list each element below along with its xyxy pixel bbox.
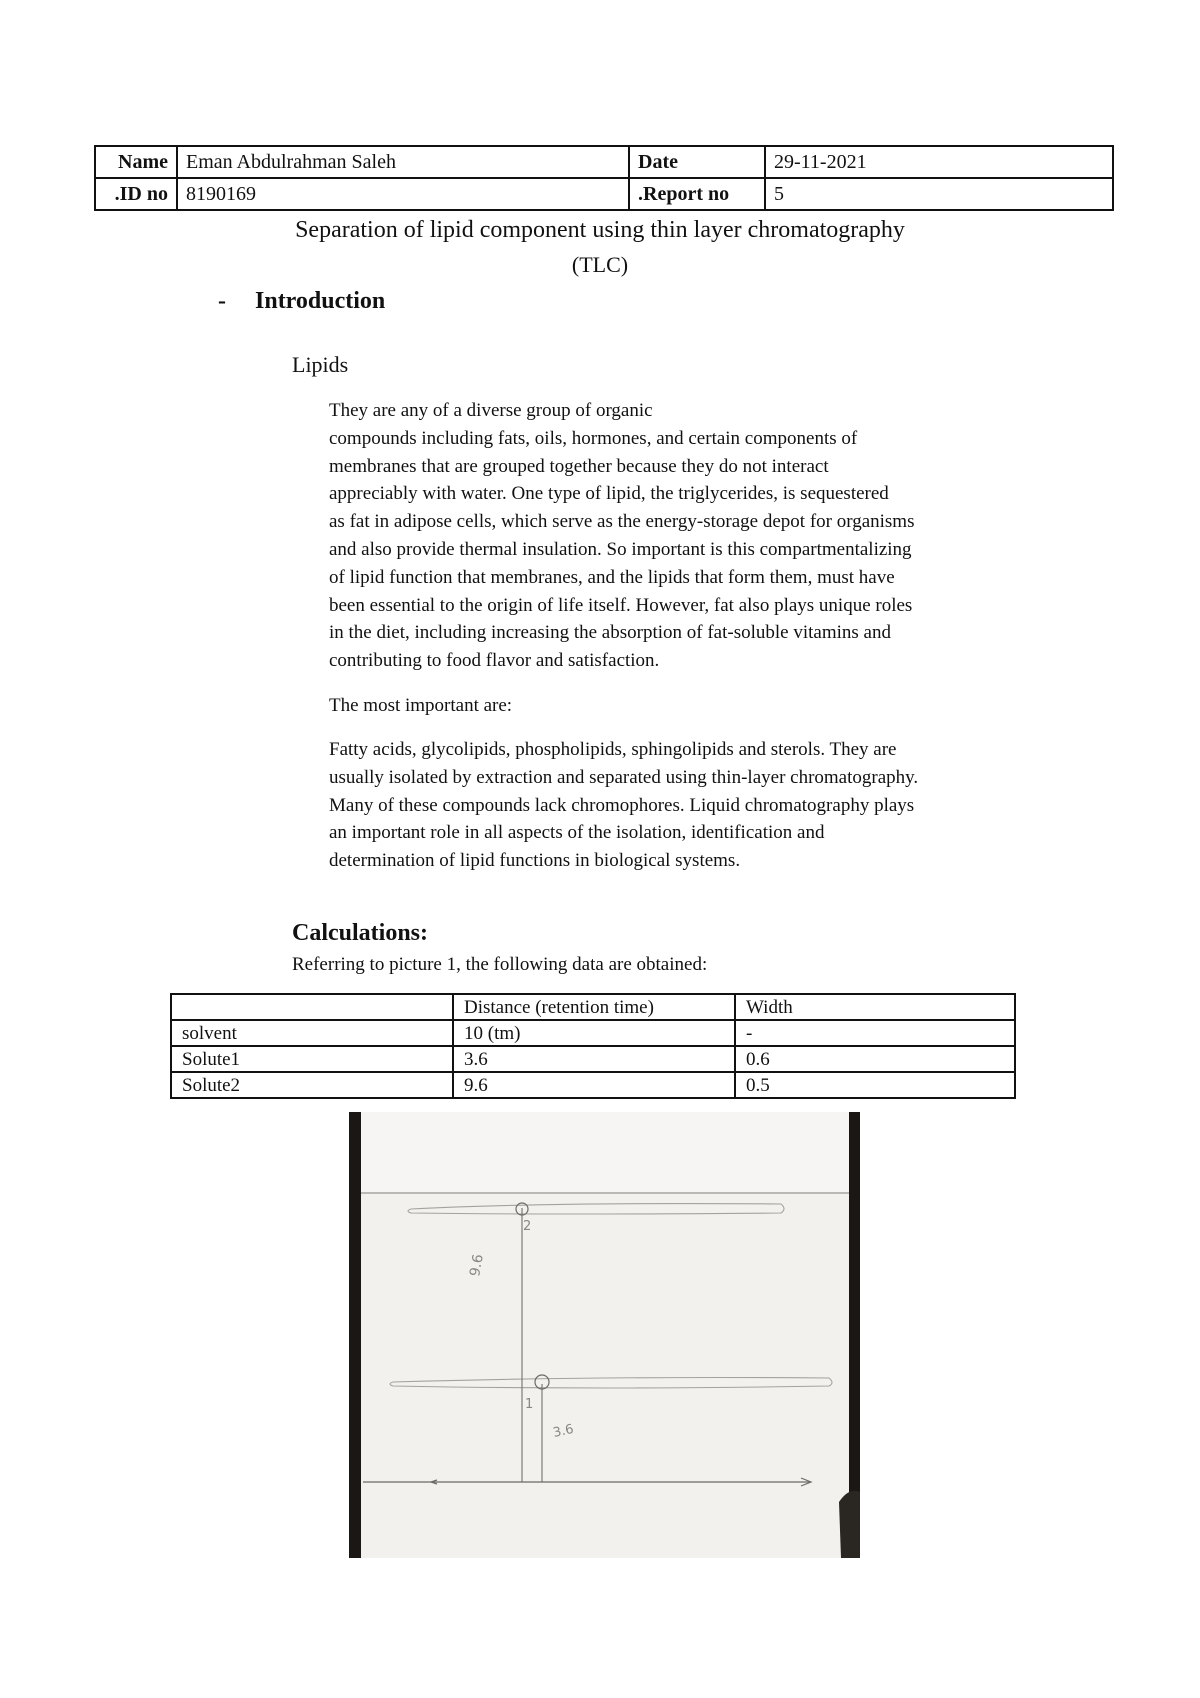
table-cell: 10 (tm) — [453, 1020, 735, 1046]
table-row — [171, 1020, 1015, 1046]
table-cell: solvent — [171, 1020, 453, 1046]
table-cell: Solute1 — [171, 1046, 453, 1072]
introduction-heading-text: Introduction — [255, 288, 386, 314]
table-cell: 0.6 — [735, 1046, 1015, 1072]
paragraph-line: appreciably with water. One type of lipid, the triglycerides, is sequestered — [329, 483, 889, 505]
calculations-heading: Calculations: — [292, 920, 429, 946]
distance-bottom-annotation: 3.6 — [551, 1421, 576, 1441]
paragraph-line: determination of lipid functions in biological systems. — [329, 850, 741, 872]
id-label: .ID no — [95, 178, 177, 210]
distance-top-annotation: 9.6 — [467, 1252, 487, 1278]
paragraph-line: usually isolated by extraction and separated using thin-layer chromatography. — [329, 766, 919, 788]
table-row — [171, 1072, 1015, 1098]
table-header-cell — [171, 994, 453, 1020]
header-row-2 — [95, 178, 1113, 210]
spot-bottom-label: 1 — [525, 1397, 534, 1412]
table-cell: - — [735, 1020, 1015, 1046]
table-cell: 0.5 — [735, 1072, 1015, 1098]
date-value: 29-11-2021 — [765, 146, 1113, 178]
table-header-cell: Distance (retention time) — [453, 994, 735, 1020]
paragraph-line: and also provide thermal insulation. So important is this compartmentalizing — [329, 538, 912, 560]
spot-top-label: 2 — [523, 1219, 532, 1234]
intro-paragraph-1 — [329, 397, 1029, 675]
table-cell: 3.6 — [453, 1046, 735, 1072]
name-label: Name — [95, 146, 177, 178]
paragraph-line: compounds including fats, oils, hormones, and certain components of — [329, 427, 858, 449]
plate-top-region — [361, 1112, 849, 1192]
paragraph-line: of lipid function that membranes, and the lipids that form them, must have — [329, 566, 895, 588]
intro-paragraph-3 — [329, 736, 1029, 875]
header-table — [94, 145, 1114, 211]
name-value: Eman Abdulrahman Saleh — [177, 146, 629, 178]
paragraph-line: as fat in adipose cells, which serve as the energy-storage depot for organisms — [329, 511, 915, 533]
tlc-plate-photo — [349, 1112, 860, 1558]
table-header-cell: Width — [735, 994, 1015, 1020]
paragraph-line: in the diet, including increasing the absorption of fat-soluble vitamins and — [329, 622, 891, 644]
table-cell: 9.6 — [453, 1072, 735, 1098]
results-table — [170, 993, 1016, 1099]
paragraph-line: an important role in all aspects of the isolation, identification and — [329, 822, 825, 844]
paragraph-line: The most important are: — [329, 695, 513, 716]
date-label: Date — [629, 146, 765, 178]
document-subtitle: (TLC) — [571, 252, 629, 277]
intro-paragraph-2 — [329, 692, 1029, 720]
paragraph-line: Fatty acids, glycolipids, phospholipids, sphingolipids and sterols. They are — [329, 739, 897, 760]
paragraph-line: membranes that are grouped together because they do not interact — [329, 455, 829, 477]
document-title: Separation of lipid component using thin layer chromatography — [295, 217, 905, 243]
introduction-heading — [218, 288, 385, 315]
table-cell: Solute2 — [171, 1072, 453, 1098]
bullet-dash: - — [218, 288, 226, 314]
calculations-description: Referring to picture 1, the following data are obtained: — [292, 954, 708, 975]
plate-corner-shadow — [839, 1491, 860, 1558]
paragraph-line: They are any of a diverse group of organic — [329, 400, 653, 421]
report-label: .Report no — [629, 178, 765, 210]
header-row-1 — [95, 146, 1113, 178]
paragraph-line: been essential to the origin of life itself. However, fat also plays unique roles — [329, 594, 913, 616]
paragraph-line: contributing to food flavor and satisfaction. — [329, 650, 660, 672]
lipids-subheading: Lipids — [292, 352, 349, 377]
paragraph-line: Many of these compounds lack chromophores. Liquid chromatography plays — [329, 794, 915, 816]
table-header-row — [171, 994, 1015, 1020]
id-value: 8190169 — [177, 178, 629, 210]
table-row — [171, 1046, 1015, 1072]
report-value: 5 — [765, 178, 1113, 210]
